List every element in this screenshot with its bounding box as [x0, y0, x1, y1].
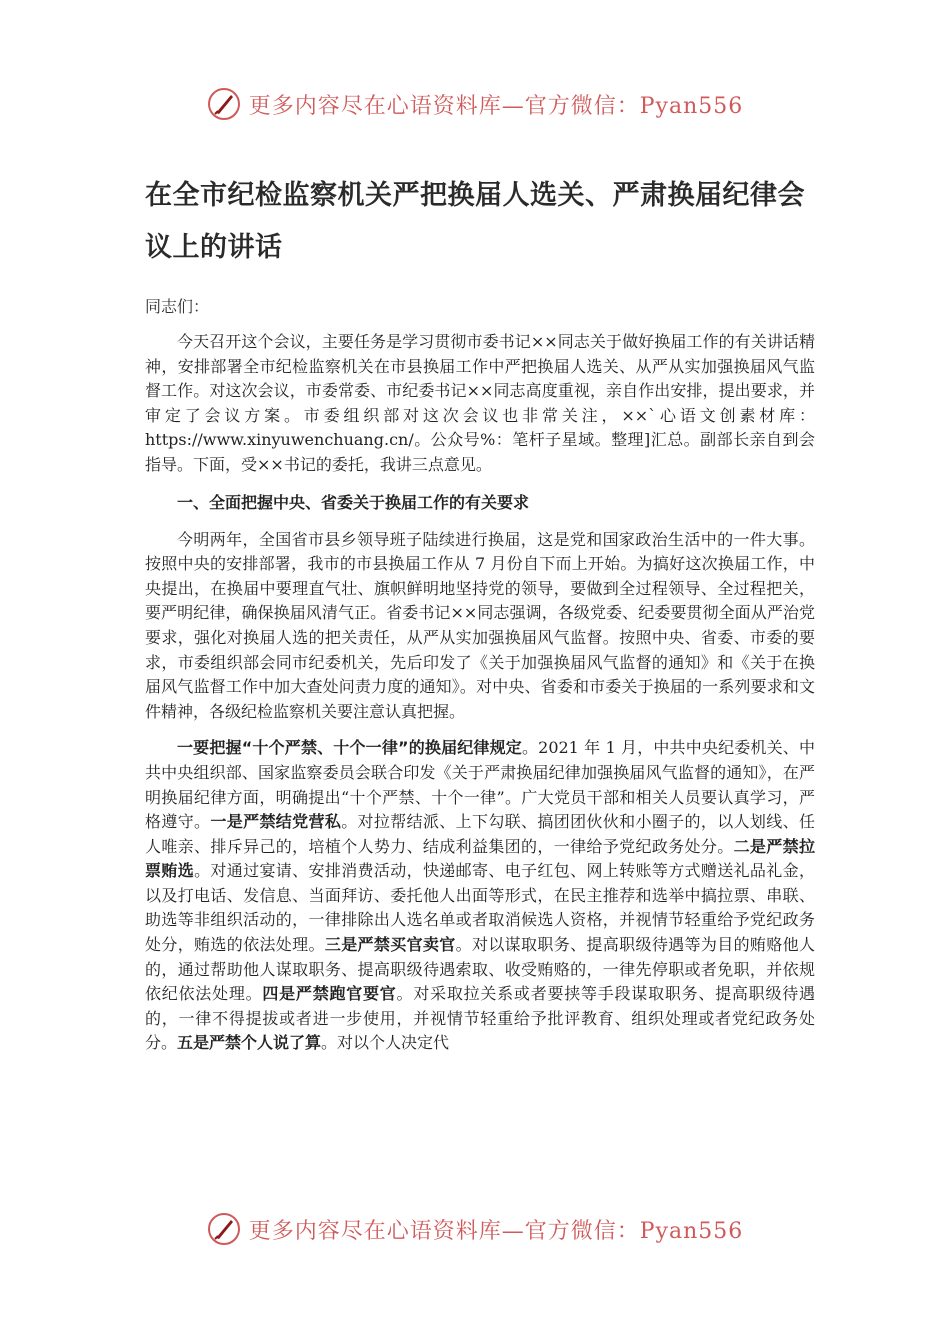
footer-watermark-banner [0, 1205, 950, 1253]
watermark-text: 更多内容尽在心语资料库—官方微信：Pyan556 [248, 93, 744, 119]
bold-phrase: 四是严禁跑官要官 [262, 984, 397, 1004]
intro-paragraph: 今天召开这个会议，主要任务是学习贯彻市委书记××同志关于做好换届工作的有关讲话精神，安排部署全市纪检监察机关在市县换届工作中严把换届人选关、从严从实加强换届风气监督工作。对这次会议，市委常委、市纪委书记××同志高度重视，亲自作出安排，提出要求，并审定了会议方案。市委组织部对这次会议也非常关注，××`心语文创素材库：https://www.xinyuwenchuang.cn/。公众号%：笔杆子星域。整理]汇总。副部长亲自到会指导。下面，受××书记的委托，我讲三点意见。 [145, 332, 815, 474]
quill-pen-icon [207, 1212, 241, 1246]
bold-phrase: 一是严禁结党营私 [210, 812, 342, 832]
document-body [145, 170, 815, 1068]
discipline-rules-paragraph [145, 736, 815, 1056]
bold-phrase: 五是严禁个人说了算 [177, 1033, 322, 1053]
quill-pen-icon [207, 87, 241, 121]
document-title: 在全市纪检监察机关严把换届人选关、严肃换届纪律会议上的讲话 [145, 180, 805, 263]
paragraph-text: 。对以个人决定代 [321, 1033, 450, 1053]
salutation: 同志们： [145, 297, 210, 316]
bold-phrase: 二是严禁拉票贿选 [145, 836, 815, 881]
header-watermark-banner [0, 80, 950, 128]
bold-phrase: 三是严禁买官卖官 [324, 935, 456, 955]
section-heading-1: 一、全面把握中央、省委关于换届工作的有关要求 [177, 492, 530, 512]
paragraph-text: 。对拉帮结派、上下勾联、搞团团伙伙和小圈子的，以人划线、任人唯亲、排斥异己的，培植个人势力、结成利益集团的，一律给予党纪政务处分。 [145, 812, 815, 856]
paragraph-text: 。2021 年 1 月，中共中央纪委机关、中共中央组织部、国家监察委员会联合印发《关于严肃换届纪律加强换届风气监督的通知》，在严明换届纪律方面，明确提出“十个严禁、十个一律”。广大党员干部和相关人员要认真学习，严格遵守。 [145, 738, 815, 832]
section1-paragraph: 今明两年，全国省市县乡领导班子陆续进行换届，这是党和国家政治生活中的一件大事。按照中央的安排部署，我市的市县换届工作从 7 月份自下而上开始。为搞好这次换届工作，中央提出，在换届中要理直气壮、旗帜鲜明地坚持党的领导，要做到全过程领导、全过程把关，要严明纪律，确保换届风清气正。省委书记××同志强调，各级党委、纪委要贯彻全面从严治党要求，强化对换届人选的把关责任，从严从实加强换届风气监督。按照中央、省委、市委的要求，市委组织部会同市纪委机关，先后印发了《关于加强换届风气监督的通知》和《关于在换届风气监督工作中加大查处问责力度的通知》。对中央、省委和市委关于换届的一系列要求和文件精神，各级纪检监察机关要注意认真把握。 [145, 529, 815, 721]
paragraph-text: 。对以谋取职务、提高职级待遇等为目的贿赂他人的，通过帮助他人谋取职务、提高职级待遇索取、收受贿赂的，一律先停职或者免职，并依规依纪依法处理。 [145, 935, 815, 1004]
watermark-text: 更多内容尽在心语资料库—官方微信：Pyan556 [248, 1218, 744, 1244]
paragraph-text: 。对通过宴请、安排消费活动，快递邮寄、电子红包、网上转账等方式赠送礼品礼金，以及打电话、发信息、当面拜访、委托他人出面等形式，在民主推荐和选举中搞拉票、串联、助选等非组织活动的，一律排除出人选名单或者取消候选人资格，并视情节轻重给予党纪政务处分，贿选的依法处理。 [145, 861, 815, 955]
bold-phrase: 一要把握“十个严禁、十个一律”的换届纪律规定 [177, 738, 522, 758]
paragraph-text: 。对采取拉关系或者要挟等手段谋取职务、提高职级待遇的，一律不得提拔或者进一步使用，并视情节轻重给予批评教育、组织处理或者党纪政务处分。 [145, 984, 815, 1053]
